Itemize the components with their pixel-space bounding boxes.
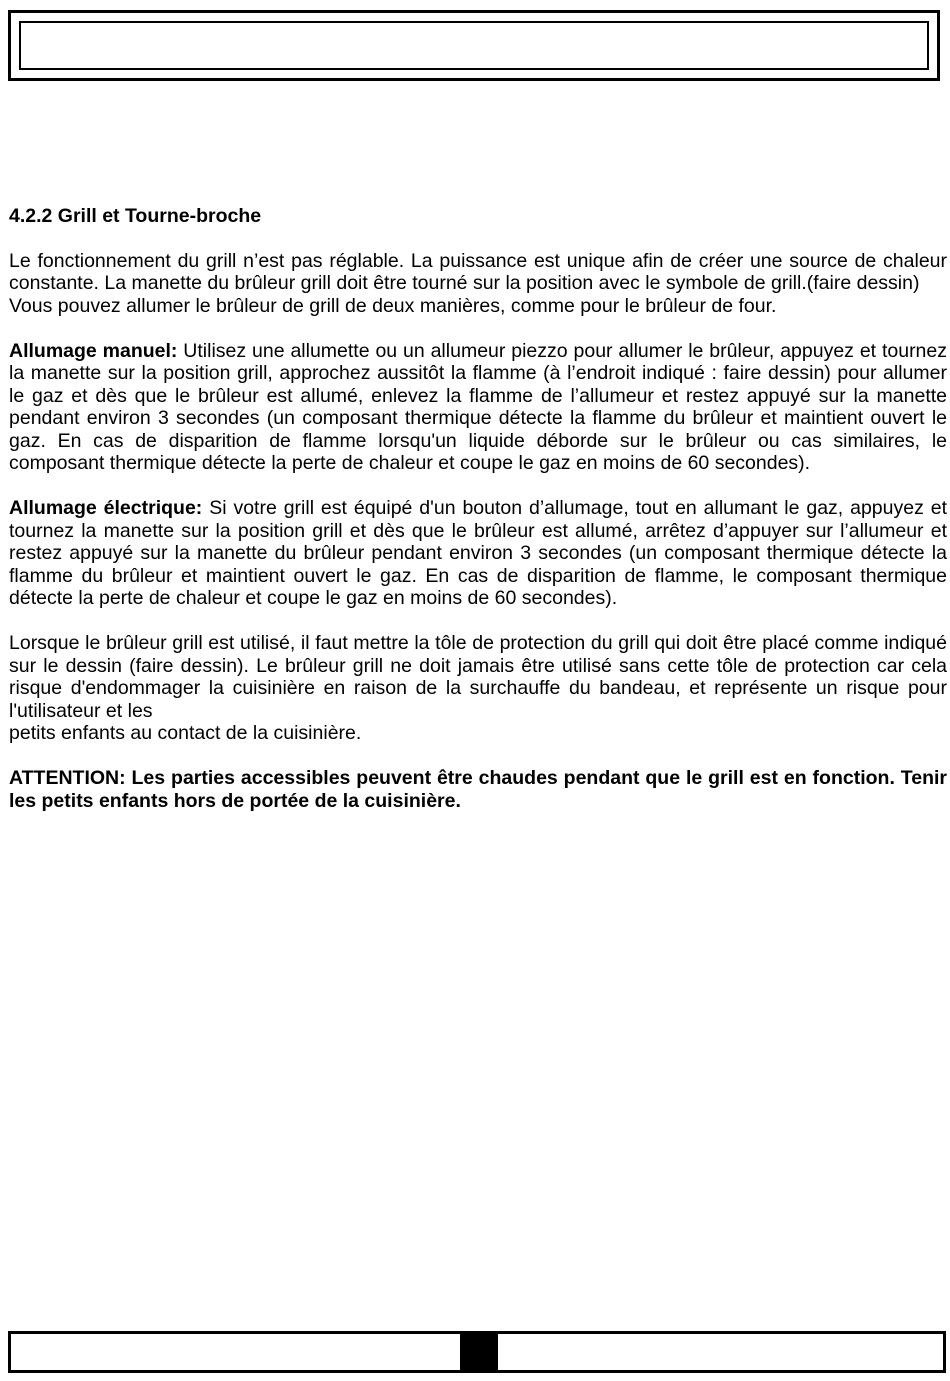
electric-ignition-paragraph [9,497,947,610]
electric-ignition-text: Si votre grill est équipé d'un bouton d’allumage, tout en allumant le gaz, appuyez et tournez la manette sur la position grill et dès que le brûleur est allumé, arrêtez d’appuyer sur l’allumeur et restez appuyé sur la manette du brûleur pendant environ 3 secondes (un composant thermique détecte la flamme du brûleur et maintient ouvert le gaz. En cas de disparition de flamme, le composant thermique détecte la perte de chaleur et coupe le gaz en moins de 60 secondes). [9,497,947,609]
protection-paragraph-2 [9,722,947,745]
protection-paragraph [9,632,947,722]
intro-text-2: Vous pouvez allumer le brûleur de grill de deux manières, comme pour le brûleur de four. [9,294,777,317]
electric-ignition-label: Allumage électrique: [9,497,203,519]
attention-text: ATTENTION: Les parties accessibles peuvent être chaudes pendant que le grill est en fonction. Tenir les petits enfants hors de portée de la cuisinière. [9,767,947,812]
intro-paragraph [9,250,947,295]
intro-text-1: Le fonctionnement du grill n’est pas réglable. La puissance est unique afin de créer une source de chaleur constante. La manette du brûleur grill doit être tourné sur la position avec le symbole de grill.(faire dessin) [9,249,947,294]
protection-text-1: Lorsque le brûleur grill est utilisé, il faut mettre la tôle de protection du grill qui doit être placé comme indiqué sur le dessin (faire dessin). Le brûleur grill ne doit jamais être utilisé sans cette tôle de protection car cela risque d'endommager la cuisinière en raison de la surchauffe du bandeau, et représente un risque pour l'utilisateur et les [9,632,947,722]
header-inner-frame [19,21,929,70]
intro-paragraph-2 [9,295,947,318]
footer-frame [8,1331,946,1373]
manual-ignition-label: Allumage manuel: [9,339,178,362]
manual-ignition-paragraph [9,340,947,475]
page-number-block [460,1331,498,1373]
header-frame [8,10,940,81]
document-content [9,205,947,835]
manual-ignition-text: Utilisez une allumette ou un allumeur piezzo pour allumer le brûleur, appuyez et tournez la manette sur la position grill, approchez aussitôt la flamme (à l’endroit indiqué : faire dessin) pour allumer le gaz et dès que le brûleur est allumé, enlevez la flamme de l’allumeur et restez appuyé sur la manette pendant environ 3 secondes (un composant thermique détecte la flamme du brûleur et maintient ouvert le gaz. En cas de disparition de flamme lorsqu'un liquide déborde sur le brûleur ou cas similaires, le composant thermique détecte la perte de chaleur et coupe le gaz en moins de 60 secondes). [9,339,948,474]
protection-text-2: petits enfants au contact de la cuisinière. [9,722,362,744]
attention-paragraph [9,767,947,812]
section-title: 4.2.2 Grill et Tourne-broche [9,205,262,227]
